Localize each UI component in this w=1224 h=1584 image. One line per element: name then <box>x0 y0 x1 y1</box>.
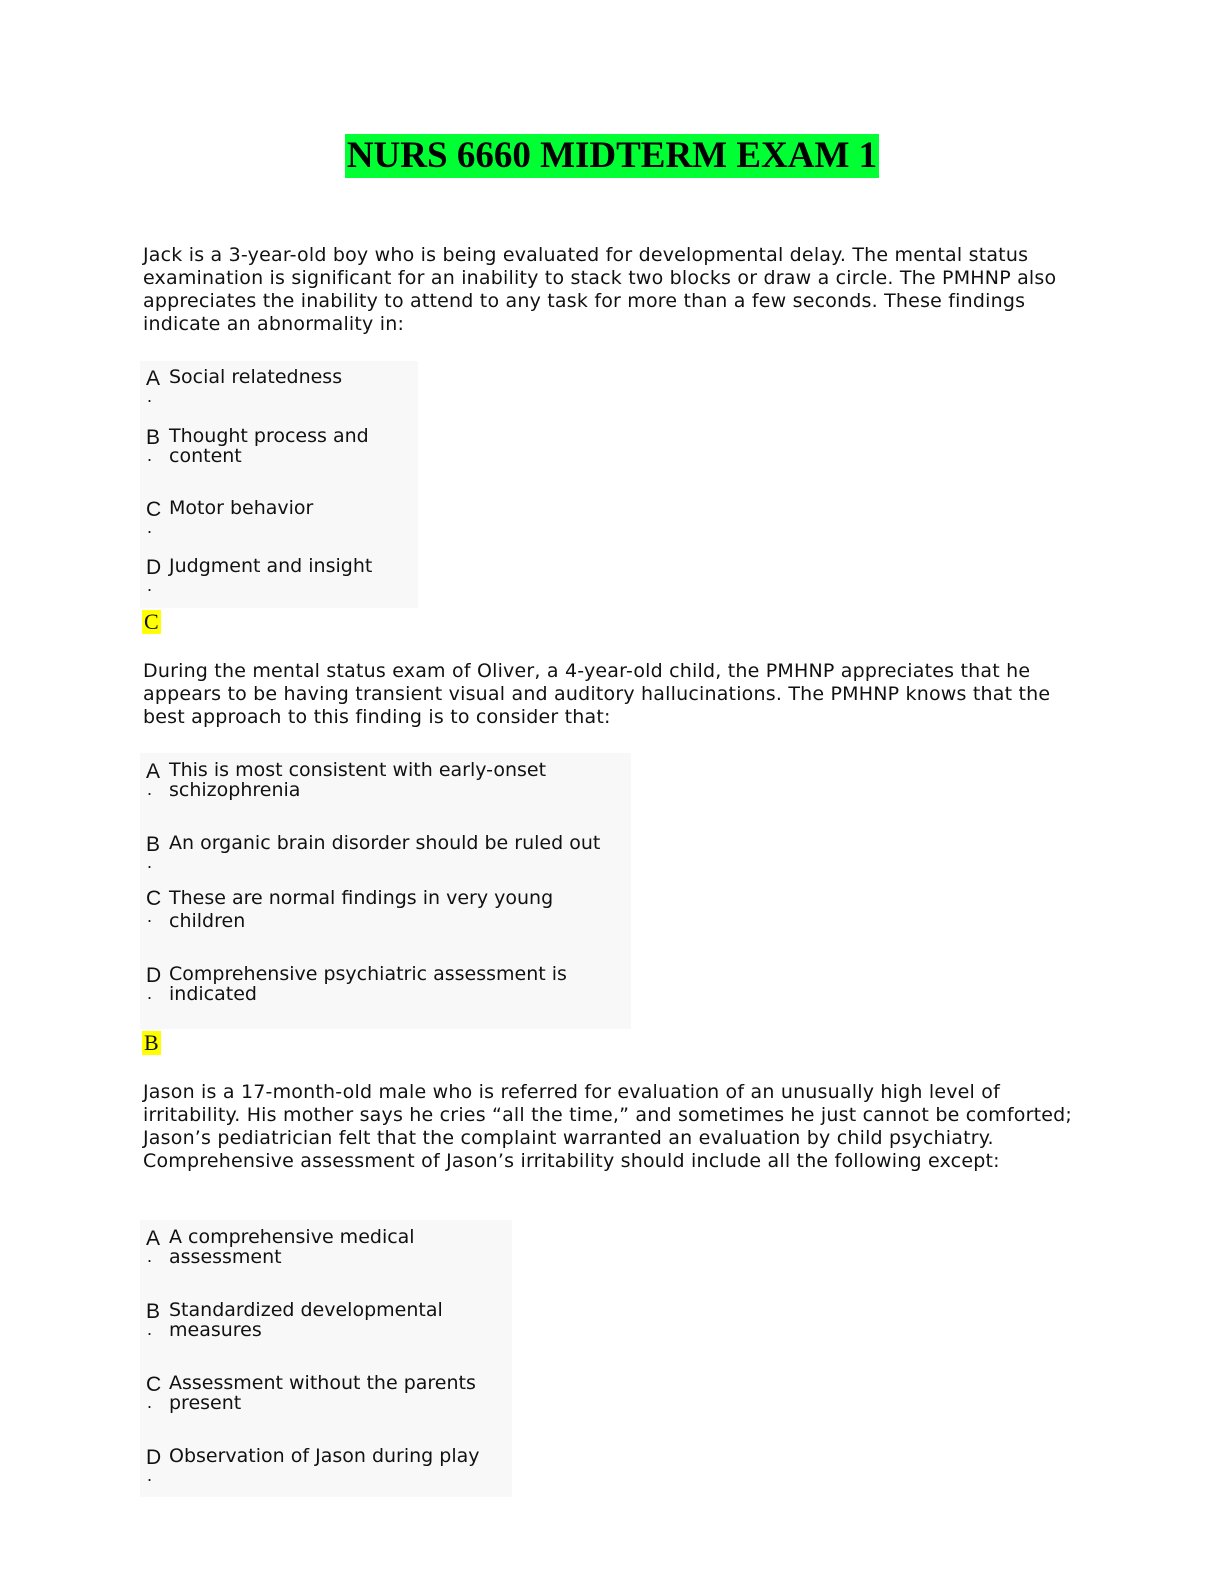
option-dot: . <box>147 517 153 537</box>
option-text: Comprehensive psychiatric assessment is indicated <box>169 963 567 1005</box>
option-text: This is most consistent with early-onset schizophrenia <box>169 759 547 801</box>
option-text: Social relatedness <box>169 366 343 388</box>
option-text: Judgment and insight <box>169 555 373 577</box>
option-dot: . <box>147 779 153 799</box>
option-dot: . <box>147 1319 153 1339</box>
option-text: Observation of Jason during play <box>169 1445 480 1467</box>
option-dot: . <box>147 445 153 465</box>
option-letter: C <box>146 887 162 910</box>
option-letter: A <box>146 367 161 390</box>
option-dot: . <box>147 1465 153 1485</box>
option-letter: D <box>146 1446 162 1469</box>
option-letter: A <box>146 760 161 783</box>
option-text: A comprehensive medical assessment <box>169 1226 415 1268</box>
question-2-options <box>140 753 631 1029</box>
title-container <box>0 134 1224 178</box>
option-letter: B <box>146 1300 161 1323</box>
option-dot: . <box>147 852 153 872</box>
option-dot: . <box>147 906 153 926</box>
option-text: Thought process and content <box>169 425 369 467</box>
question-1-options <box>140 361 418 608</box>
option-text: Assessment without the parents present <box>169 1372 476 1414</box>
option-letter: D <box>146 556 162 579</box>
answer-badge: C <box>144 609 159 634</box>
answer-badge: B <box>144 1030 159 1055</box>
option-dot: . <box>147 386 153 406</box>
option-letter: B <box>146 426 161 449</box>
option-text: An organic brain disorder should be ruled out <box>169 832 601 854</box>
option-letter: D <box>146 964 162 987</box>
option-letter: B <box>146 833 161 856</box>
question-2-text: During the mental status exam of Oliver, a 4-year-old child, the PMHNP appreciates that he appears to be having transient visual and auditory hallucinations. The PMHNP knows that the best approach to this finding is to consider that: <box>143 660 1051 728</box>
option-text: Motor behavior <box>169 497 314 519</box>
option-letter: C <box>146 1373 162 1396</box>
question-1-text: Jack is a 3-year-old boy who is being evaluated for developmental delay. The mental status examination is significant for an inability to stack two blocks or draw a circle. The PMHNP also appreciates the inability to attend to any task for more than a few seconds. These findings indicate an abnormality in: <box>143 244 1057 335</box>
option-text: These are normal findings in very young children <box>169 887 554 932</box>
page-title: NURS 6660 MIDTERM EXAM 1 <box>346 135 878 176</box>
option-dot: . <box>147 1392 153 1412</box>
question-3-options <box>140 1220 512 1497</box>
option-dot: . <box>147 575 153 595</box>
option-letter: C <box>146 498 162 521</box>
option-text: Standardized developmental measures <box>169 1299 443 1341</box>
option-dot: . <box>147 983 153 1003</box>
question-3-text: Jason is a 17-month-old male who is referred for evaluation of an unusually high level of irritability. His mother says he cries “all the time,” and sometimes he just cannot be comforted; Jason’s pediatrician felt that the complaint warranted an evaluation by child psychiatry. Comprehensive assessment of Jason’s irritability should include all the following except: <box>143 1081 1073 1172</box>
option-dot: . <box>147 1246 153 1266</box>
option-letter: A <box>146 1227 161 1250</box>
